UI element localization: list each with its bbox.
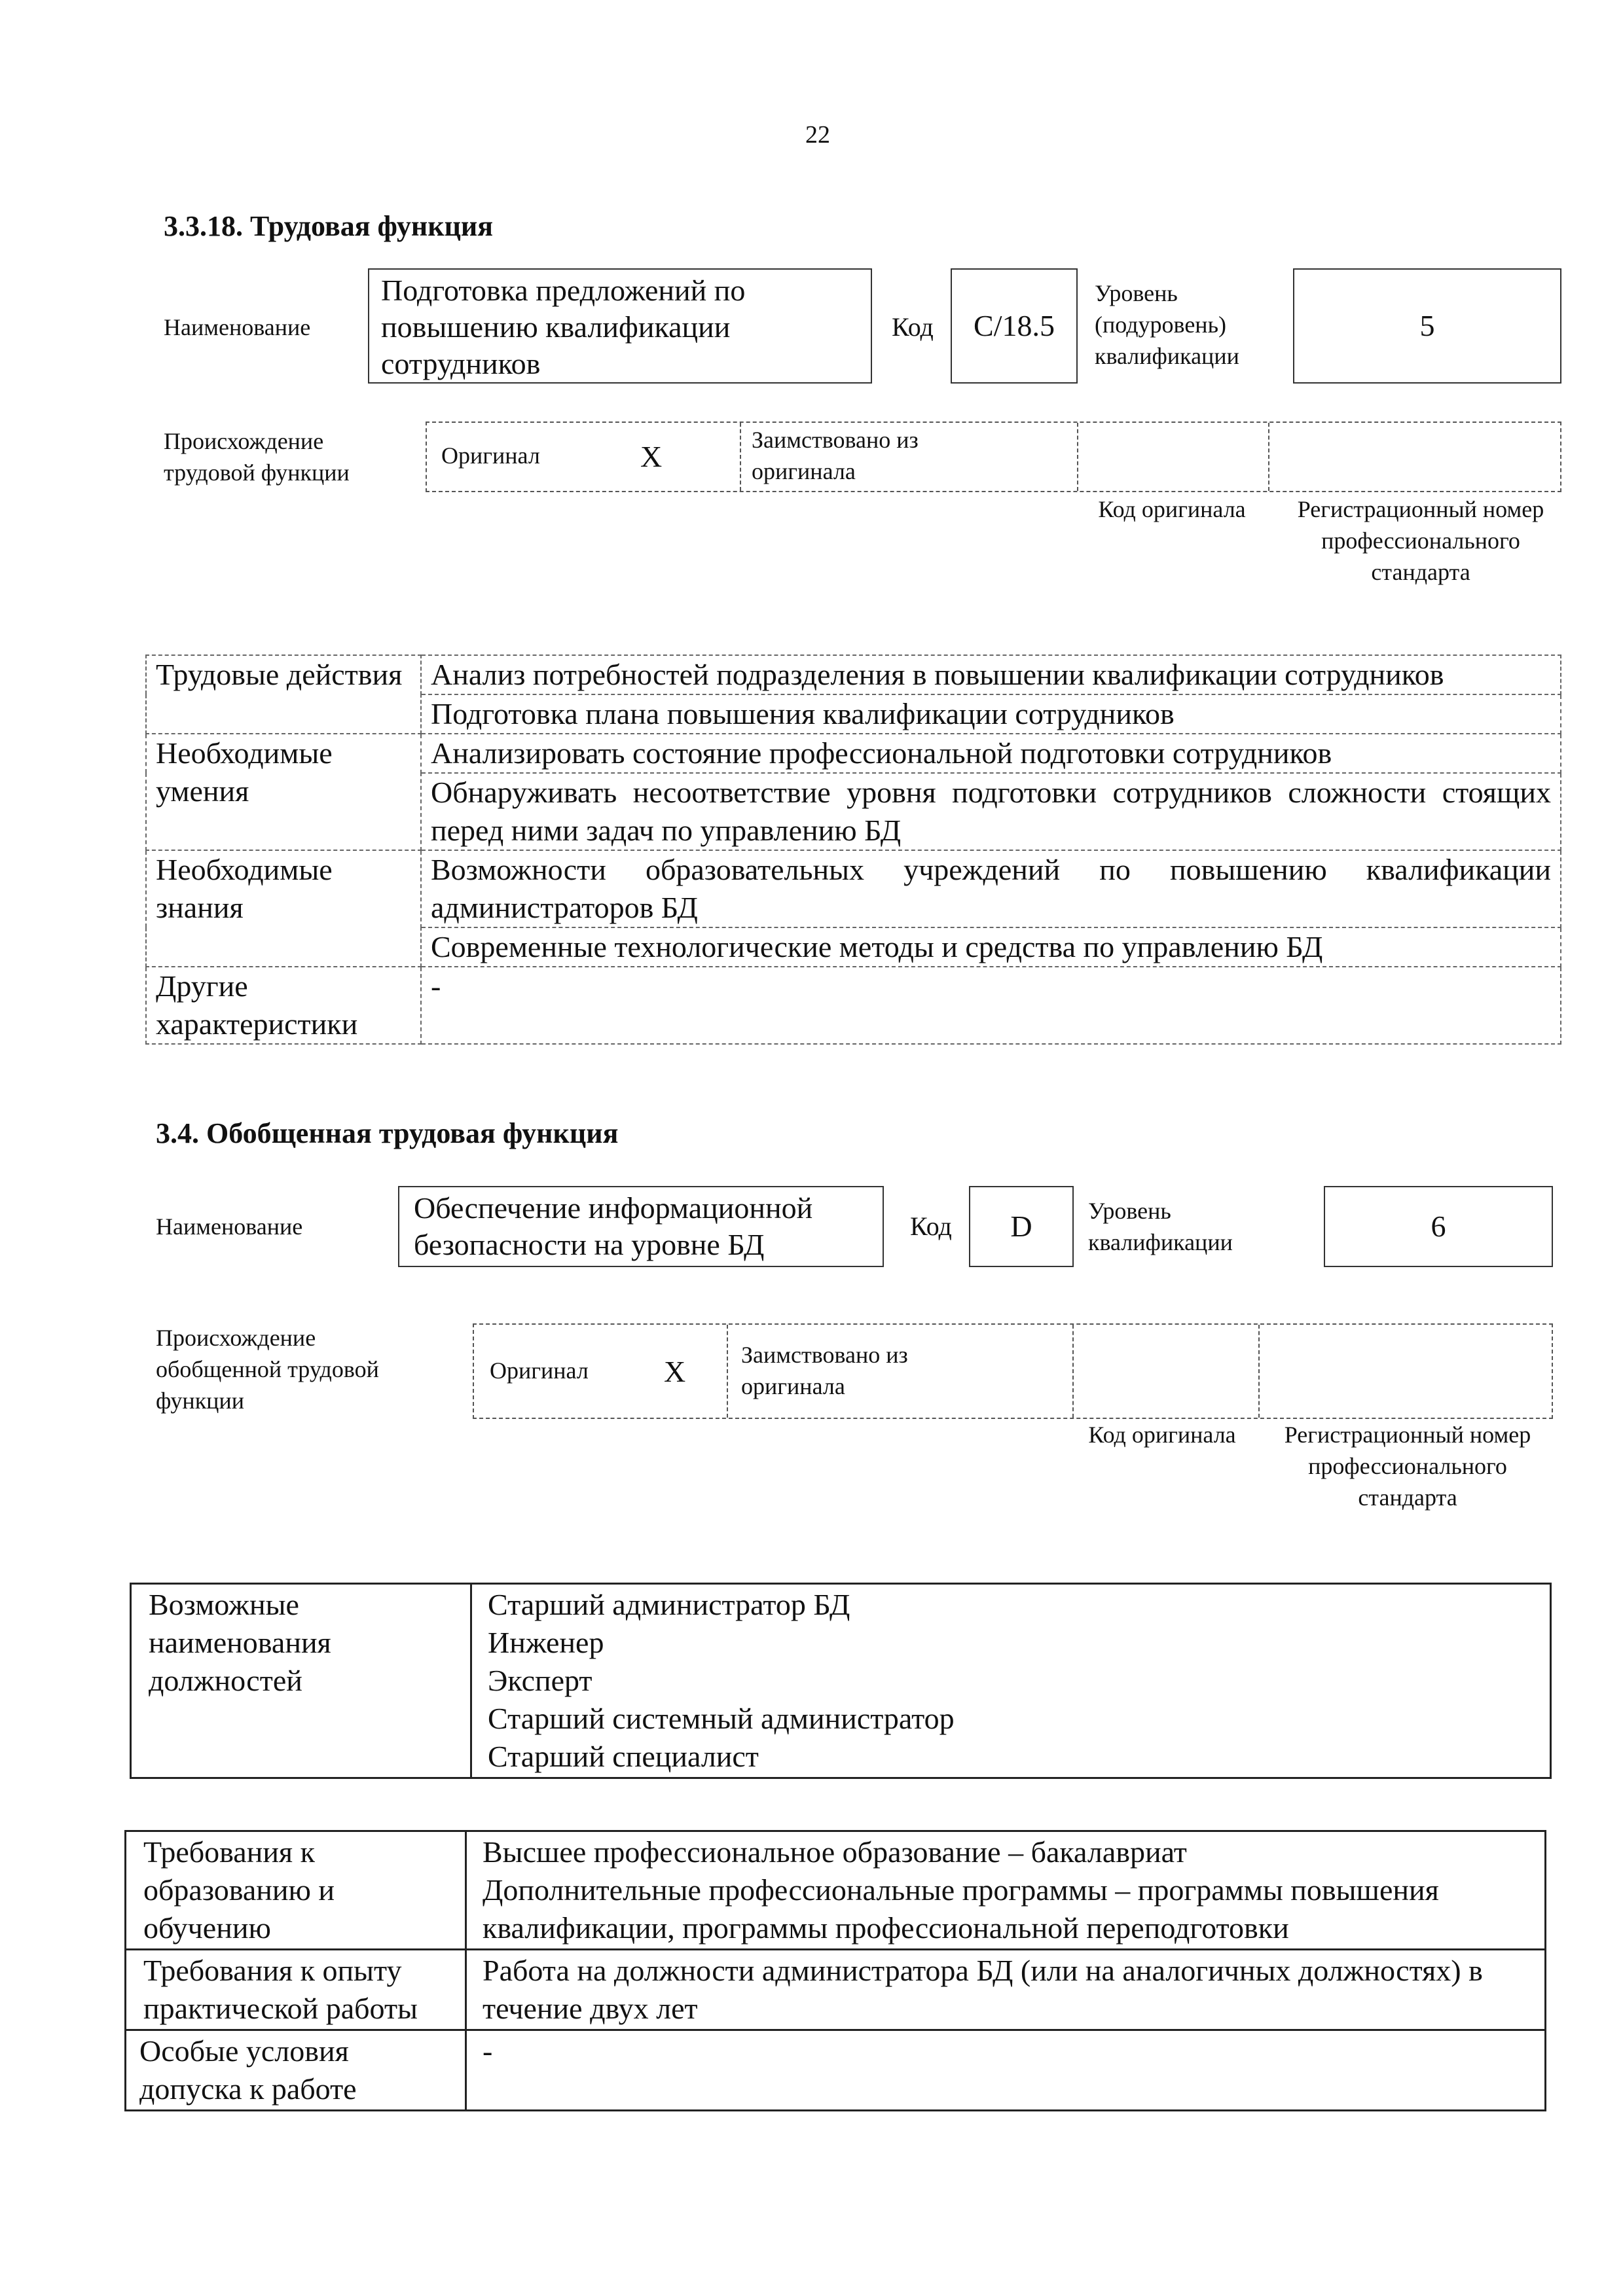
- original-mark: X: [640, 440, 663, 473]
- table-row: [146, 655, 1561, 694]
- reg-number-caption: Регистрационный номер профессионального стандарта: [1297, 496, 1544, 585]
- actions-label: Трудовые действия: [146, 655, 421, 734]
- code-box: [969, 1186, 1074, 1267]
- code-box: [951, 268, 1078, 384]
- action-item: Анализ потребностей подразделения в повышении квалификации сотрудников: [421, 655, 1561, 694]
- level-box: [1293, 268, 1561, 384]
- code-label: Код: [892, 312, 934, 342]
- knowledge-item: Современные технологические методы и средства по управлению БД: [421, 927, 1561, 967]
- divider: [1072, 1325, 1074, 1418]
- section-heading-3-4: 3.4. Обобщенная трудовая функция: [156, 1117, 619, 1149]
- knowledge-item: Возможности образовательных учреждений по повышению квалификации администраторов БД: [421, 850, 1561, 927]
- list-item: Эксперт: [488, 1664, 593, 1697]
- knowledge-label: Необходимые знания: [146, 850, 421, 967]
- divider: [1258, 1325, 1260, 1418]
- code-original-caption: Код оригинала: [1088, 1422, 1236, 1448]
- divider: [1077, 423, 1078, 491]
- function-name-box: [368, 268, 872, 384]
- education-list: [466, 1831, 1546, 1950]
- table-row: [126, 1831, 1546, 1950]
- origin-row: [473, 1323, 1553, 1419]
- level-box: [1324, 1186, 1553, 1267]
- experience-value: Работа на должности администратора БД (или на аналогичных должностях) в течение двух лет: [466, 1950, 1546, 2030]
- function-name: Обеспечение информационной безопасности на уровне БД: [414, 1191, 813, 1261]
- level-label: Уровень (подуровень) квалификации: [1095, 280, 1239, 369]
- level-value: 5: [1419, 309, 1435, 342]
- divider: [740, 423, 741, 491]
- code-label: Код: [910, 1211, 952, 1241]
- origin-label: Происхождение обобщенной трудовой функции: [156, 1325, 379, 1414]
- divider: [1268, 423, 1269, 491]
- function-name: Подготовка предложений по повышению квалификации сотрудников: [381, 274, 746, 380]
- function-details-table: [145, 655, 1561, 1045]
- special-conditions-label: Особые условия допуска к работе: [126, 2030, 466, 2111]
- positions-label: Возможные наименования должностей: [131, 1584, 471, 1778]
- level-value: 6: [1431, 1210, 1446, 1243]
- reg-number-caption: Регистрационный номер профессионального стандарта: [1284, 1422, 1531, 1511]
- action-item: Подготовка плана повышения квалификации сотрудников: [421, 694, 1561, 734]
- origin-row: [426, 422, 1561, 492]
- name-label: Наименование: [156, 1213, 303, 1240]
- borrowed-label: Заимствовано из оригинала: [752, 427, 919, 484]
- special-conditions-value: -: [466, 2030, 1546, 2111]
- table-row: [146, 967, 1561, 1044]
- table-row: [126, 2030, 1546, 2111]
- origin-label: Происхождение трудовой функции: [164, 428, 350, 486]
- list-item: Инженер: [488, 1626, 604, 1659]
- skill-item: Обнаруживать несоответствие уровня подготовки сотрудников сложности стоящих перед ними задач по управлению БД: [421, 773, 1561, 850]
- original-mark: X: [664, 1355, 686, 1388]
- other-value: -: [421, 967, 1561, 1044]
- name-label: Наименование: [164, 314, 311, 340]
- table-row: [131, 1584, 1551, 1778]
- positions-list: [471, 1584, 1551, 1778]
- code-value: D: [1010, 1210, 1032, 1243]
- original-label: Оригинал: [490, 1357, 589, 1384]
- level-label: Уровень квалификации: [1088, 1198, 1233, 1255]
- list-item: Дополнительные профессиональные программы – программы повышения квалификации, программы профессиональной переподготовки: [483, 1873, 1439, 1945]
- education-label: Требования к образованию и обучению: [126, 1831, 466, 1950]
- original-label: Оригинал: [441, 442, 540, 469]
- table-row: [146, 850, 1561, 927]
- section-heading-3-3-18: 3.3.18. Трудовая функция: [164, 210, 494, 242]
- table-row: [126, 1950, 1546, 2030]
- page-number: 22: [805, 121, 830, 149]
- function-name-box: [398, 1186, 884, 1267]
- list-item: Старший системный администратор: [488, 1702, 955, 1735]
- list-item: Высшее профессиональное образование – бакалавриат: [483, 1835, 1187, 1869]
- divider: [727, 1325, 728, 1418]
- borrowed-label: Заимствовано из оригинала: [741, 1342, 908, 1399]
- code-value: C/18.5: [974, 309, 1055, 342]
- other-label: Другие характеристики: [146, 967, 421, 1044]
- skills-label: Необходимые умения: [146, 734, 421, 850]
- list-item: Старший специалист: [488, 1740, 759, 1773]
- skill-item: Анализировать состояние профессиональной подготовки сотрудников: [421, 734, 1561, 773]
- list-item: Старший администратор БД: [488, 1588, 850, 1621]
- code-original-caption: Код оригинала: [1098, 496, 1246, 522]
- experience-label: Требования к опыту практической работы: [126, 1950, 466, 2030]
- positions-table: [130, 1583, 1552, 1779]
- table-row: [146, 734, 1561, 773]
- requirements-table: [124, 1830, 1546, 2111]
